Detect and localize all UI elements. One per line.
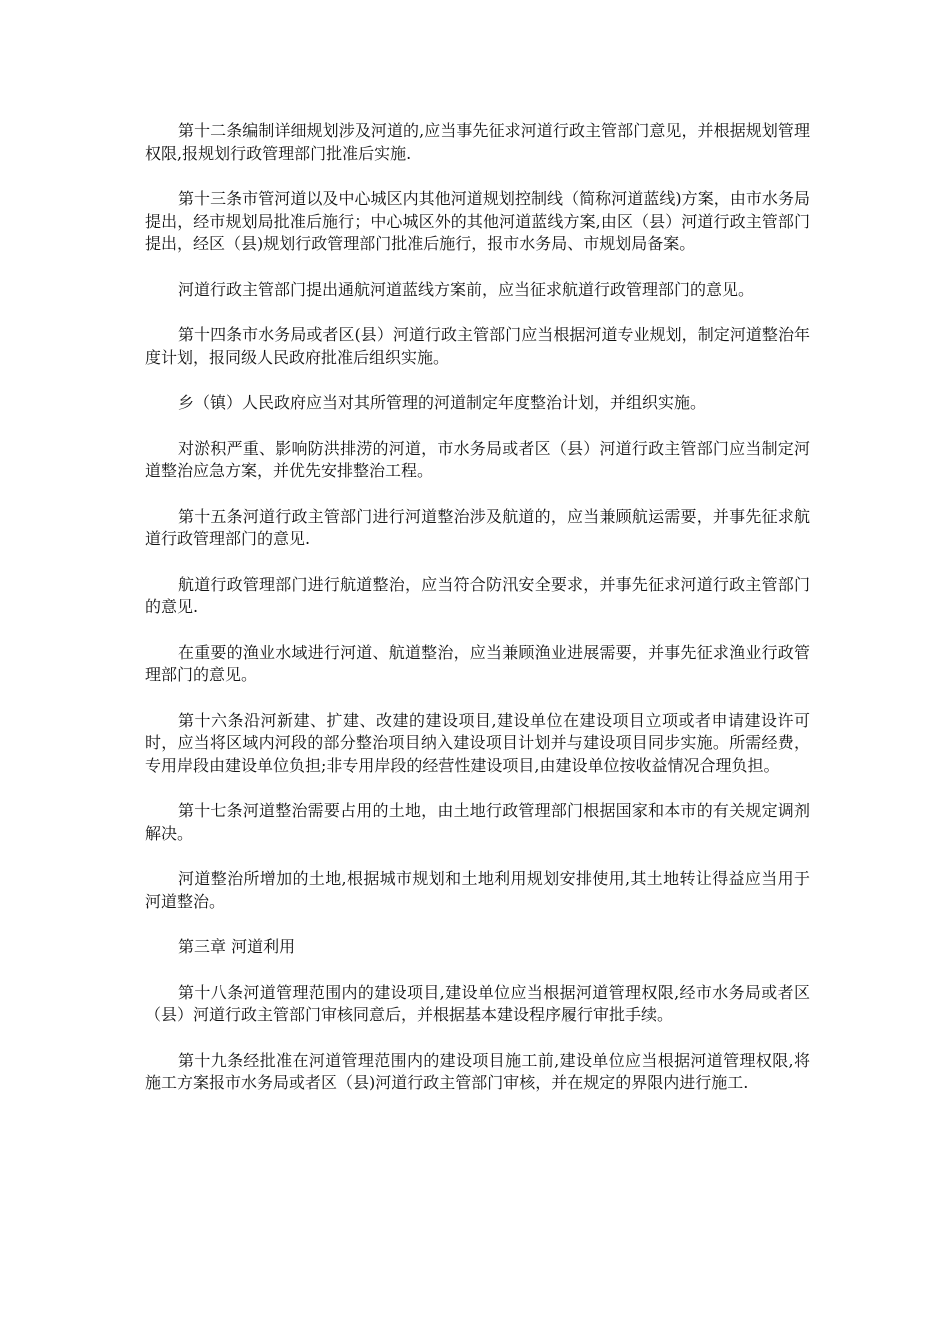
paragraph-article-13: 第十三条市管河道以及中心城区内其他河道规划控制线（简称河道蓝线)方案，由市水务局提出，经市规划局批准后施行；中心城区外的其他河道蓝线方案,由区（县）河道行政主管部门提出，经区（县)规划行政管理部门批准后施行，报市水务局、市规划局备案。	[145, 189, 810, 253]
paragraph-article-16: 第十六条沿河新建、扩建、改建的建设项目,建设单位在建设项目立项或者申请建设许可时，应当将区域内河段的部分整治项目纳入建设项目计划并与建设项目同步实施。所需经费，专用岸段由建设单位负担;非专用岸段的经营性建设项目,由建设单位按收益情况合理负担。	[145, 710, 810, 775]
paragraph-article-17: 第十七条河道整治需要占用的土地，由土地行政管理部门根据国家和本市的有关规定调剂解决。	[145, 801, 810, 843]
paragraph-article-19: 第十九条经批准在河道管理范围内的建设项目施工前,建设单位应当根据河道管理权限,将施工方案报市水务局或者区（县)河道行政主管部门审核，并在规定的界限内进行施工.	[145, 1050, 810, 1092]
paragraph-article-15: 第十五条河道行政主管部门进行河道整治涉及航道的，应当兼顾航运需要，并事先征求航道行政管理部门的意见.	[145, 506, 810, 548]
paragraph-article-18: 第十八条河道管理范围内的建设项目,建设单位应当根据河道管理权限,经市水务局或者区（县）河道行政主管部门审核同意后，并根据基本建设程序履行审批手续。	[145, 982, 810, 1024]
document-body	[145, 120, 810, 1095]
paragraph-channel-regulation: 航道行政管理部门进行航道整治，应当符合防汛安全要求，并事先征求河道行政主管部门的意见.	[145, 574, 810, 616]
paragraph-township-plan: 乡（镇）人民政府应当对其所管理的河道制定年度整治计划，并组织实施。	[178, 393, 707, 412]
paragraph-fishery-waters: 在重要的渔业水域进行河道、航道整治，应当兼顾渔业进展需要，并事先征求渔业行政管理部门的意见。	[145, 642, 810, 684]
paragraph-emergency-plan: 对淤积严重、影响防洪排涝的河道，市水务局或者区（县）河道行政主管部门应当制定河道整治应急方案，并优先安排整治工程。	[145, 438, 810, 480]
paragraph-added-land: 河道整治所增加的土地,根据城市规划和土地利用规划安排使用,其土地转让得益应当用于河道整治。	[145, 869, 810, 911]
paragraph-article-12: 第十二条编制详细规划涉及河道的,应当事先征求河道行政主管部门意见，并根据规划管理权限,报规划行政管理部门批准后实施.	[145, 121, 810, 163]
paragraph-article-14: 第十四条市水务局或者区(县）河道行政主管部门应当根据河道专业规划，制定河道整治年度计划，报同级人民政府批准后组织实施。	[145, 325, 810, 367]
chapter-heading: 第三章 河道利用	[178, 937, 296, 956]
paragraph-navigation-blueline: 河道行政主管部门提出通航河道蓝线方案前，应当征求航道行政管理部门的意见。	[178, 279, 755, 299]
